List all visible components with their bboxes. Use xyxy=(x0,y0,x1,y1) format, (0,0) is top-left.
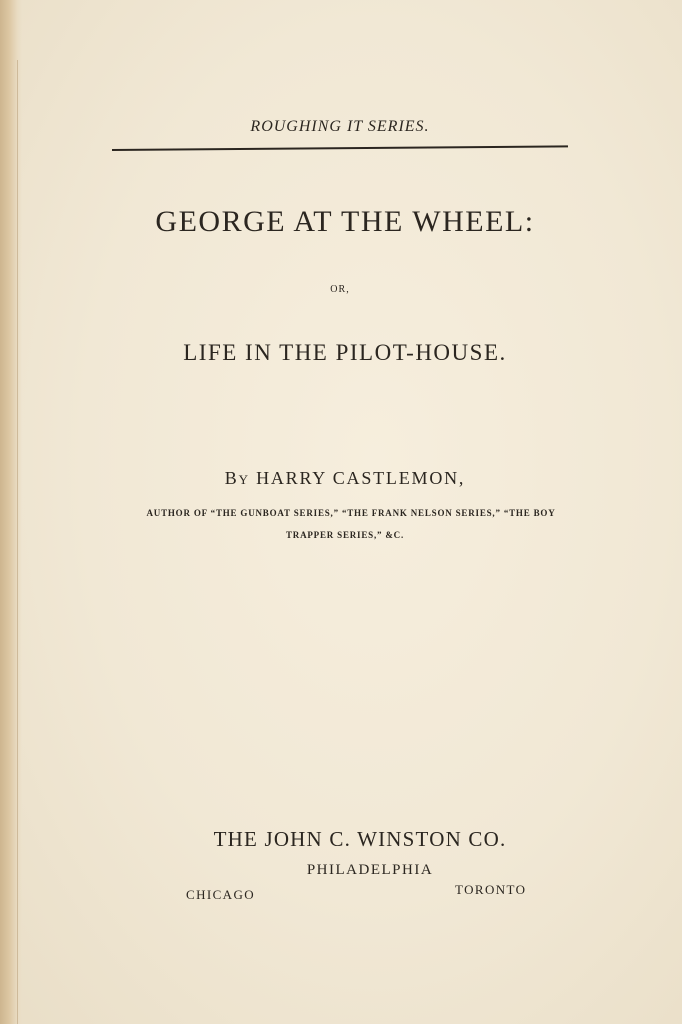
page-spine-edge xyxy=(0,0,22,1024)
author-byline xyxy=(110,468,580,489)
publisher-city-left: CHICAGO xyxy=(186,887,256,902)
publisher-city-main: PHILADELPHIA xyxy=(306,862,434,878)
book-title: GEORGE AT THE WHEEL: xyxy=(155,205,535,238)
byline-by xyxy=(225,468,250,488)
byline-by-initial: B xyxy=(224,468,239,488)
author-credits-line-1: AUTHOR OF “THE GUNBOAT SERIES,” “THE FRANK NELSON SERIES,” “THE BOY xyxy=(146,508,556,518)
series-heading: ROUGHING IT SERIES. xyxy=(250,118,430,135)
book-subtitle: LIFE IN THE PILOT-HOUSE. xyxy=(183,340,507,365)
byline-by-rest: Y xyxy=(238,472,250,487)
publisher-name: THE JOHN C. WINSTON CO. xyxy=(213,827,507,851)
author-credits-line-2: TRAPPER SERIES,” &C. xyxy=(285,530,404,540)
title-conjunction: OR, xyxy=(330,284,350,295)
author-name: HARRY CASTLEMON, xyxy=(256,468,466,488)
page-spine-line xyxy=(17,60,18,1024)
publisher-city-right: TORONTO xyxy=(455,882,527,897)
heading-rule xyxy=(112,145,568,151)
